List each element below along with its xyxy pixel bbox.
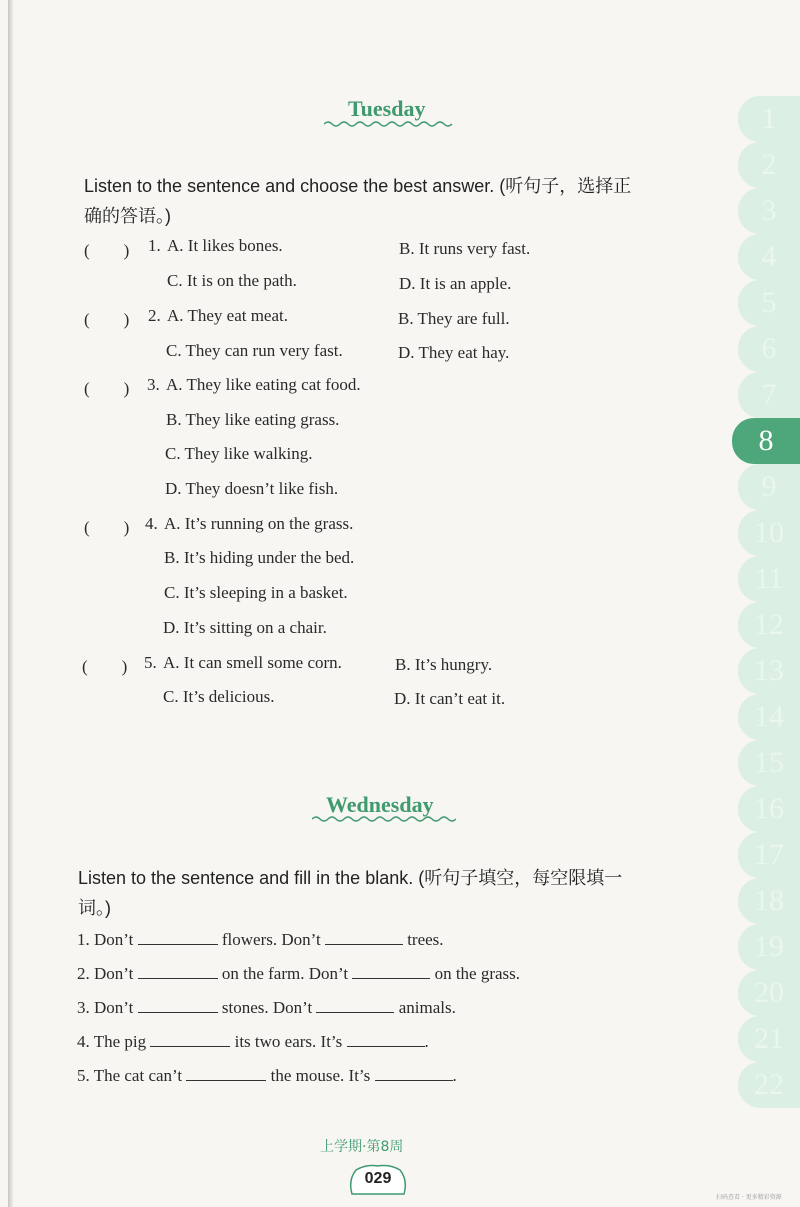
week-tab[interactable]: 7 <box>738 372 800 418</box>
book-spine-shadow <box>8 0 13 1207</box>
item-text: its two ears. It’s <box>234 1032 343 1051</box>
option-d: D. It can’t eat it. <box>394 689 506 708</box>
option-c: C. It is on the path. <box>167 271 297 290</box>
option-b: B. It’s hungry. <box>395 655 493 674</box>
blank-input[interactable] <box>150 1032 230 1047</box>
item-text: . <box>424 1032 429 1051</box>
item-text: stones. Don’t <box>221 998 313 1017</box>
tuesday-wavy-underline <box>324 120 456 128</box>
week-tab-active[interactable]: 8 <box>732 418 800 464</box>
week-tab[interactable]: 19 <box>738 924 800 970</box>
week-tab[interactable]: 12 <box>738 602 800 648</box>
option-b: B. It runs very fast. <box>399 239 531 258</box>
question-number: 3. <box>147 375 160 394</box>
blank-input[interactable] <box>316 998 394 1013</box>
option-d: D. It’s sitting on a chair. <box>163 618 327 637</box>
option-d: D. They eat hay. <box>398 343 510 362</box>
item-number: 3. <box>77 998 90 1017</box>
week-tab[interactable]: 2 <box>738 142 800 188</box>
week-tab[interactable]: 14 <box>738 694 800 740</box>
option-d: D. It is an apple. <box>399 274 512 293</box>
term-week-label: 上学期·第8周 <box>320 1139 404 1155</box>
item-number: 1. <box>77 930 90 949</box>
fill-item <box>77 1066 457 1086</box>
week-tab[interactable]: 21 <box>738 1016 800 1062</box>
wednesday-heading: Wednesday <box>326 792 434 817</box>
fill-item <box>77 964 520 984</box>
item-text: trees. <box>407 930 444 949</box>
item-text: Don’t <box>94 998 134 1017</box>
option-a: A. It’s running on the grass. <box>164 514 354 533</box>
week-tab[interactable]: 11 <box>738 556 800 602</box>
blank-input[interactable] <box>138 930 218 945</box>
fill-item <box>77 1032 429 1052</box>
week-tab[interactable]: 1 <box>738 96 800 142</box>
option-a: A. It can smell some corn. <box>163 653 342 672</box>
option-b: B. They like eating grass. <box>166 410 340 429</box>
week-tab[interactable]: 10 <box>738 510 800 556</box>
wednesday-instruction-line2: 词。) <box>78 898 111 918</box>
answer-bracket[interactable]: ( ) <box>84 379 130 398</box>
answer-bracket[interactable]: ( ) <box>84 241 130 260</box>
question-number: 5. <box>144 653 157 672</box>
page-number: 029 <box>364 1170 392 1187</box>
answer-bracket[interactable]: ( ) <box>82 657 128 676</box>
item-number: 5. <box>77 1066 90 1085</box>
option-b: B. It’s hiding under the bed. <box>164 548 355 567</box>
week-tab[interactable]: 17 <box>738 832 800 878</box>
blank-input[interactable] <box>138 998 218 1013</box>
question-number: 2. <box>148 306 161 325</box>
option-b: B. They are full. <box>398 309 510 328</box>
page-number-badge <box>346 1162 410 1198</box>
week-tab[interactable]: 18 <box>738 878 800 924</box>
item-text: Don’t <box>94 930 134 949</box>
fill-item <box>77 930 444 950</box>
wednesday-wavy-underline <box>312 815 456 823</box>
item-number: 2. <box>77 964 90 983</box>
item-text: animals. <box>398 998 456 1017</box>
week-tab[interactable]: 9 <box>738 464 800 510</box>
week-tab[interactable]: 20 <box>738 970 800 1016</box>
week-tab[interactable]: 22 <box>738 1062 800 1108</box>
week-tab[interactable]: 3 <box>738 188 800 234</box>
item-text: flowers. Don’t <box>221 930 321 949</box>
item-text: on the farm. Don’t <box>221 964 349 983</box>
item-text: The cat can’t <box>93 1066 183 1085</box>
week-tab[interactable]: 6 <box>738 326 800 372</box>
tuesday-instruction-line1: Listen to the sentence and choose the best answer. (听句子，选择正 <box>84 176 632 196</box>
option-a: A. They eat meat. <box>167 306 289 325</box>
option-a: A. They like eating cat food. <box>166 375 361 394</box>
option-d: D. They doesn’t like fish. <box>165 479 339 498</box>
item-text: the mouse. It’s <box>270 1066 371 1085</box>
blank-input[interactable] <box>375 1066 453 1081</box>
tuesday-instruction-line2: 确的答语。) <box>84 206 171 226</box>
blank-input[interactable] <box>186 1066 266 1081</box>
item-text: Don’t <box>94 964 134 983</box>
fill-item <box>77 998 456 1018</box>
option-c: C. It’s sleeping in a basket. <box>164 583 348 602</box>
week-tab[interactable]: 16 <box>738 786 800 832</box>
option-c: C. They can run very fast. <box>166 341 343 360</box>
blank-input[interactable] <box>352 964 430 979</box>
blank-input[interactable] <box>325 930 403 945</box>
tuesday-heading: Tuesday <box>348 96 426 121</box>
option-c: C. They like walking. <box>165 444 313 463</box>
option-a: A. It likes bones. <box>167 236 283 255</box>
question-number: 1. <box>148 236 161 255</box>
blank-input[interactable] <box>138 964 218 979</box>
item-text: The pig <box>93 1032 147 1051</box>
item-number: 4. <box>77 1032 90 1051</box>
option-c: C. It’s delicious. <box>163 687 275 706</box>
small-footer-note: 扫码查看 · 更多精彩资源 <box>716 1194 782 1201</box>
week-tab[interactable]: 4 <box>738 234 800 280</box>
week-tab[interactable]: 5 <box>738 280 800 326</box>
question-number: 4. <box>145 514 158 533</box>
wednesday-instruction-line1: Listen to the sentence and fill in the blank. (听句子填空，每空限填一 <box>78 868 623 888</box>
answer-bracket[interactable]: ( ) <box>84 310 130 329</box>
week-tab[interactable]: 15 <box>738 740 800 786</box>
item-text: . <box>452 1066 457 1085</box>
blank-input[interactable] <box>347 1032 425 1047</box>
item-text: on the grass. <box>434 964 521 983</box>
week-tab[interactable]: 13 <box>738 648 800 694</box>
answer-bracket[interactable]: ( ) <box>84 518 130 537</box>
